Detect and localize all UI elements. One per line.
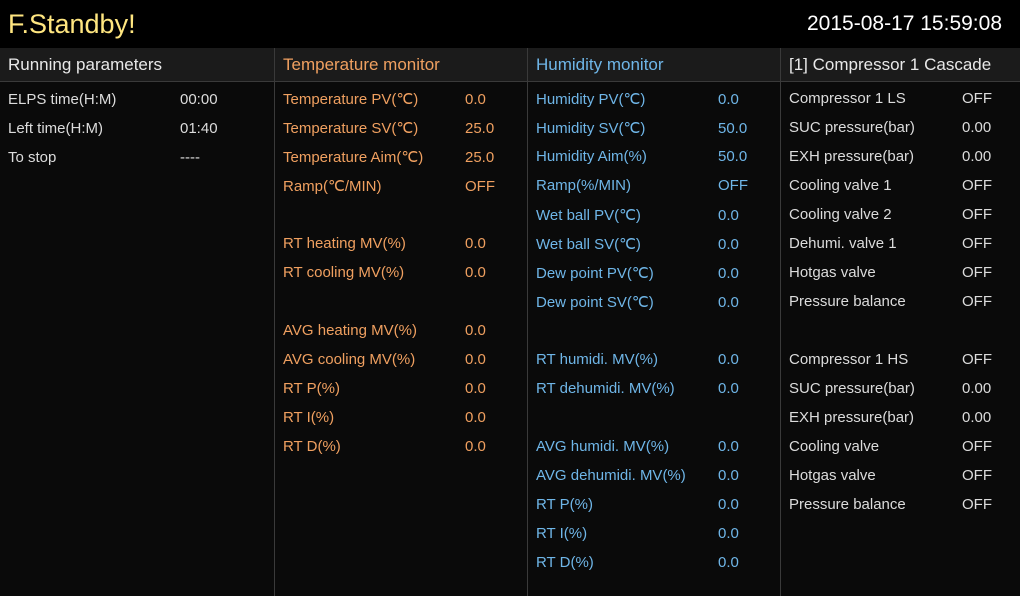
row-label: Humidity Aim(%) [536, 148, 647, 165]
row-elps-time [0, 91, 274, 120]
row-value: 0.0 [465, 322, 486, 339]
row-value: 0.0 [718, 351, 739, 368]
row-dew-point-pv [528, 264, 780, 293]
row-ls-suc-pressure [781, 119, 1020, 148]
row-label: AVG humidi. MV(%) [536, 438, 670, 455]
row-label: RT I(%) [536, 525, 588, 542]
row-wet-ball-pv [528, 206, 780, 235]
row-value: 0.00 [962, 380, 992, 397]
row-label: Wet ball PV(℃) [536, 207, 641, 224]
row-value: 0.0 [718, 554, 739, 571]
row-value: OFF [962, 467, 992, 484]
row-label: SUC pressure(bar) [789, 119, 915, 136]
row-temperature-ramp [275, 177, 527, 206]
row-label: RT P(%) [536, 496, 593, 513]
row-value: 25.0 [465, 149, 495, 166]
row-value: OFF [962, 496, 992, 513]
panel-header-running [0, 48, 274, 82]
compressor-rows [781, 82, 1020, 525]
row-temp-rt-d [275, 438, 527, 467]
row-value: 0.00 [962, 119, 992, 136]
row-spacer [275, 293, 527, 322]
row-value: OFF [962, 351, 992, 368]
panel-header-humidity [528, 48, 780, 82]
row-value: OFF [962, 264, 992, 281]
panel-header-compressor [781, 48, 1020, 82]
row-temperature-pv [275, 90, 527, 119]
row-label: EXH pressure(bar) [789, 148, 915, 165]
row-dehumi-valve-1 [781, 235, 1020, 264]
row-label: AVG cooling MV(%) [283, 351, 416, 368]
row-value: OFF [962, 206, 992, 223]
row-label: RT P(%) [283, 380, 340, 397]
row-label: To stop [8, 149, 57, 166]
row-value: OFF [962, 235, 992, 252]
row-cooling-valve-1 [781, 177, 1020, 206]
row-value: 0.0 [465, 438, 486, 455]
row-humid-rt-d [528, 554, 780, 583]
row-label: Compressor 1 HS [789, 351, 909, 368]
row-label: RT humidi. MV(%) [536, 351, 658, 368]
panel-running-parameters [0, 48, 275, 596]
row-value: 0.0 [718, 294, 739, 311]
panel-title-humidity: Humidity monitor [536, 54, 664, 74]
row-value: OFF [962, 90, 992, 107]
row-humidity-aim [528, 148, 780, 177]
row-value: 0.0 [718, 467, 739, 484]
humidity-rows [528, 82, 780, 583]
row-label: Pressure balance [789, 496, 906, 513]
row-value: 0.0 [465, 235, 486, 252]
panel-title-running: Running parameters [8, 54, 163, 74]
row-humidity-ramp [528, 177, 780, 206]
row-label: Ramp(%/MIN) [536, 177, 632, 194]
row-label: Cooling valve 2 [789, 206, 892, 223]
row-hs-hotgas-valve [781, 467, 1020, 496]
app-title: F.Standby! [8, 8, 136, 39]
datetime-display: 2015-08-17 15:59:08 [807, 12, 1002, 35]
row-hs-exh-pressure [781, 409, 1020, 438]
row-label: Hotgas valve [789, 467, 876, 484]
row-temperature-aim [275, 148, 527, 177]
row-label: RT dehumidi. MV(%) [536, 380, 675, 397]
row-label: AVG dehumidi. MV(%) [536, 467, 686, 484]
panel-compressor-cascade [781, 48, 1020, 596]
row-avg-humidi-mv [528, 438, 780, 467]
panel-header-temperature [275, 48, 527, 82]
row-value: 0.0 [465, 264, 486, 281]
row-spacer [528, 322, 780, 351]
row-ls-hotgas-valve [781, 264, 1020, 293]
running-rows [0, 82, 274, 178]
row-label: Humidity PV(℃) [536, 91, 646, 108]
row-value: 0.0 [465, 380, 486, 397]
panel-humidity-monitor [528, 48, 781, 596]
row-label: RT D(%) [283, 438, 341, 455]
row-label: Wet ball SV(℃) [536, 236, 641, 253]
row-avg-cooling-mv [275, 351, 527, 380]
temperature-rows [275, 82, 527, 467]
panel-temperature-monitor [275, 48, 528, 596]
row-label: Dehumi. valve 1 [789, 235, 897, 252]
row-compressor-1-ls [781, 90, 1020, 119]
row-cooling-valve-2 [781, 206, 1020, 235]
row-ls-exh-pressure [781, 148, 1020, 177]
row-humidity-pv [528, 90, 780, 119]
row-dew-point-sv [528, 293, 780, 322]
row-value: 0.0 [718, 91, 739, 108]
row-label: Dew point PV(℃) [536, 265, 654, 282]
row-value: 0.0 [465, 409, 486, 426]
row-humid-rt-p [528, 496, 780, 525]
row-value: 0.0 [718, 438, 739, 455]
row-rt-humidi-mv [528, 351, 780, 380]
row-label: Compressor 1 LS [789, 90, 906, 107]
row-spacer [781, 322, 1020, 351]
row-label: Humidity SV(℃) [536, 120, 646, 137]
panel-title-temperature: Temperature monitor [283, 54, 440, 74]
panel-title-compressor: [1] Compressor 1 Cascade [789, 54, 992, 74]
row-rt-cooling-mv [275, 264, 527, 293]
row-temp-rt-p [275, 380, 527, 409]
row-humidity-sv [528, 119, 780, 148]
row-value: ---- [180, 149, 200, 166]
row-temp-rt-i [275, 409, 527, 438]
row-rt-heating-mv [275, 235, 527, 264]
row-label: Temperature PV(℃) [283, 91, 419, 108]
row-value: 0.00 [962, 148, 992, 165]
row-value: 0.0 [718, 236, 739, 253]
row-label: Cooling valve [789, 438, 880, 455]
row-avg-heating-mv [275, 322, 527, 351]
row-hs-cooling-valve [781, 438, 1020, 467]
header-bar [0, 0, 1020, 48]
row-value: OFF [962, 293, 992, 310]
row-to-stop [0, 149, 274, 178]
row-label: RT D(%) [536, 554, 594, 571]
row-value: 0.00 [962, 409, 992, 426]
row-value: 0.0 [465, 351, 486, 368]
row-value: OFF [718, 177, 748, 194]
row-value: OFF [962, 177, 992, 194]
row-left-time [0, 120, 274, 149]
row-value: 0.0 [465, 91, 486, 108]
row-rt-dehumidi-mv [528, 380, 780, 409]
row-label: Cooling valve 1 [789, 177, 892, 194]
row-label: Hotgas valve [789, 264, 876, 281]
row-ls-pressure-balance [781, 293, 1020, 322]
row-label: Pressure balance [789, 293, 906, 310]
row-humid-rt-i [528, 525, 780, 554]
row-wet-ball-sv [528, 235, 780, 264]
row-value: 0.0 [718, 380, 739, 397]
row-value: 50.0 [718, 120, 748, 137]
panels-container [0, 48, 1020, 596]
row-spacer [275, 206, 527, 235]
row-label: Temperature SV(℃) [283, 120, 419, 137]
row-label: ELPS time(H:M) [8, 91, 117, 108]
row-hs-suc-pressure [781, 380, 1020, 409]
row-value: 00:00 [180, 91, 218, 108]
row-label: Temperature Aim(℃) [283, 149, 424, 166]
row-value: OFF [962, 438, 992, 455]
row-value: 0.0 [718, 265, 739, 282]
row-value: 25.0 [465, 120, 495, 137]
row-spacer [528, 409, 780, 438]
row-label: Dew point SV(℃) [536, 294, 654, 311]
row-label: RT I(%) [283, 409, 335, 426]
row-hs-pressure-balance [781, 496, 1020, 525]
row-label: AVG heating MV(%) [283, 322, 417, 339]
row-label: SUC pressure(bar) [789, 380, 915, 397]
row-value: 01:40 [180, 120, 218, 137]
row-value: 0.0 [718, 207, 739, 224]
row-label: EXH pressure(bar) [789, 409, 915, 426]
row-value: 0.0 [718, 525, 739, 542]
row-temperature-sv [275, 119, 527, 148]
row-label: Left time(H:M) [8, 120, 104, 137]
row-value: 50.0 [718, 148, 748, 165]
row-label: RT heating MV(%) [283, 235, 406, 252]
row-value: OFF [465, 178, 495, 195]
row-label: RT cooling MV(%) [283, 264, 405, 281]
row-label: Ramp(℃/MIN) [283, 178, 382, 195]
row-compressor-1-hs [781, 351, 1020, 380]
row-value: 0.0 [718, 496, 739, 513]
row-avg-dehumidi-mv [528, 467, 780, 496]
